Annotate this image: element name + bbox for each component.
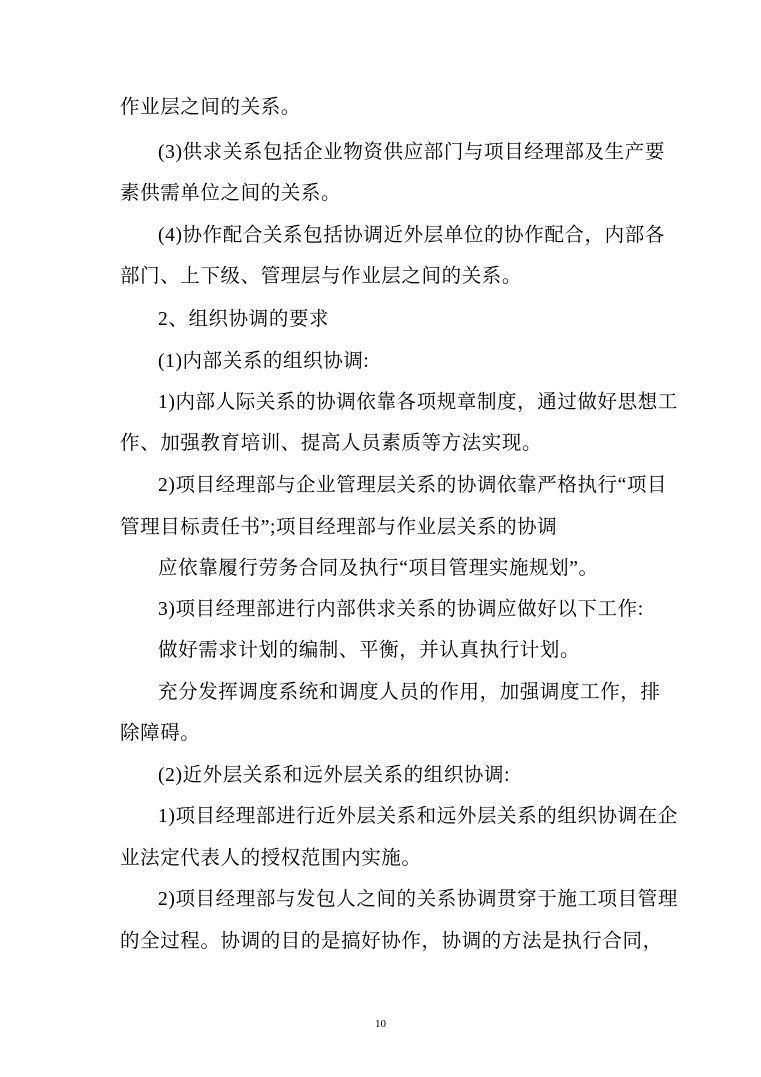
text-line: (3)供求关系包括企业物资供应部门与项目经理部及生产要	[158, 142, 665, 163]
text-line: 部门、上下级、管理层与作业层之间的关系。	[120, 266, 523, 287]
page-number: 10	[375, 1018, 386, 1030]
text-line: 作、加强教育培训、提高人员素质等方法实现。	[120, 433, 543, 454]
text-line: 充分发挥调度系统和调度人员的作用，加强调度工作，排	[158, 682, 661, 703]
text-line: 管理目标责任书”;项目经理部与作业层关系的协调	[120, 517, 558, 538]
text-line: 2)项目经理部与企业管理层关系的协调依靠严格执行“项目	[158, 475, 668, 496]
text-line: 业法定代表人的授权范围内实施。	[120, 848, 422, 869]
text-line: 除障碍。	[120, 723, 201, 744]
text-line: (4)协作配合关系包括协调近外层单位的协作配合，内部各	[158, 225, 665, 246]
section-heading: 2、组织协调的要求	[158, 309, 330, 330]
text-line: 1)项目经理部进行近外层关系和远外层关系的组织协调在企	[158, 806, 678, 827]
text-line: 作业层之间的关系。	[120, 97, 301, 118]
text-line: 2)项目经理部与发包人之间的关系协调贯穿于施工项目管理	[158, 889, 678, 910]
subsection-heading: (2)近外层关系和远外层关系的组织协调:	[158, 765, 511, 786]
text-line: 的全过程。协调的目的是搞好协作，协调的方法是执行合同，	[120, 931, 663, 952]
text-line: 3)项目经理部进行内部供求关系的协调应做好以下工作:	[158, 599, 644, 620]
text-line: 素供需单位之间的关系。	[120, 183, 342, 204]
subsection-heading: (1)内部关系的组织协调:	[158, 351, 370, 372]
text-line: 应依靠履行劳务合同及执行“项目管理实施规划”。	[158, 558, 599, 579]
text-line: 1)内部人际关系的协调依靠各项规章制度，通过做好思想工	[158, 392, 678, 413]
text-line: 做好需求计划的编制、平衡，并认真执行计划。	[158, 640, 581, 661]
